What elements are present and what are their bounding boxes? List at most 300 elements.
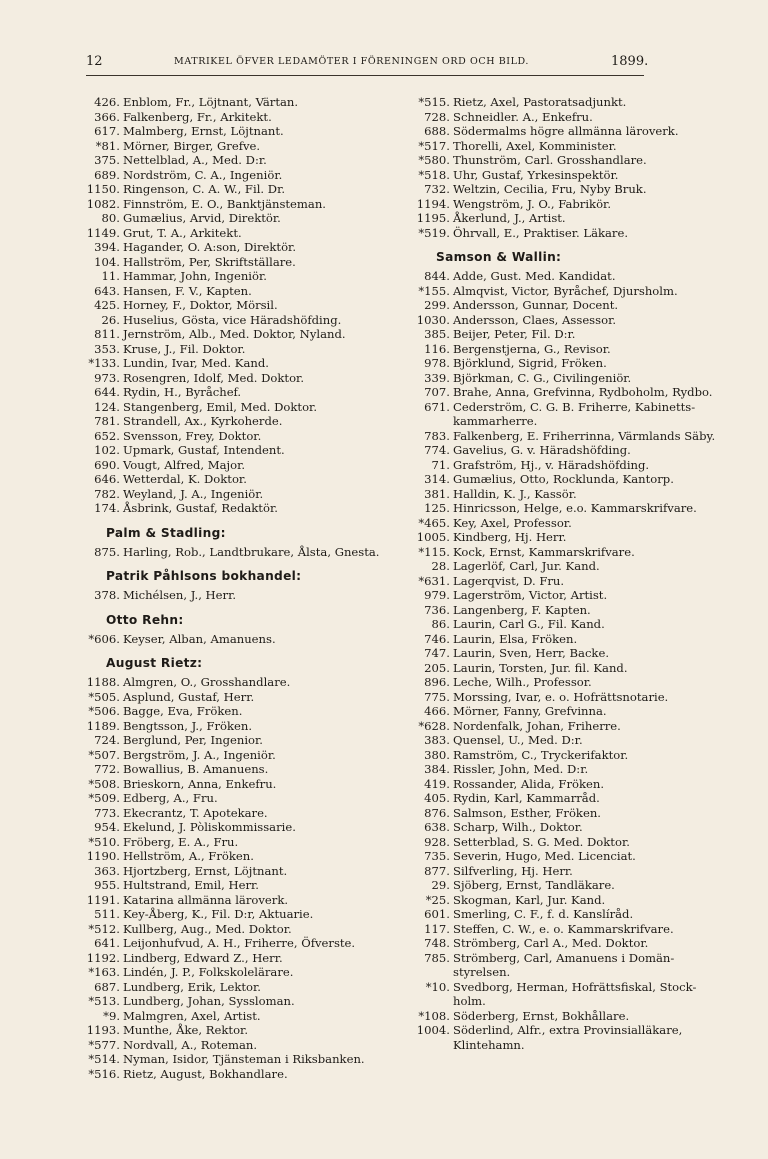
member-entry	[410, 893, 726, 908]
member-entry	[410, 820, 726, 835]
member-number: 11.	[101, 269, 120, 283]
member-number: 1188.	[86, 675, 120, 689]
member-number: *515.	[418, 95, 450, 109]
member-name: Upmark, Gustaf, Intendent.	[123, 443, 285, 457]
member-entry	[410, 690, 726, 705]
member-name: Söderberg, Ernst, Bokhållare.	[453, 1008, 630, 1023]
member-name: Laurin, Torsten, Jur. fil. Kand.	[453, 660, 628, 675]
member-name: Harling, Rob., Landtbrukare, Ålsta, Gnesta.	[123, 544, 380, 559]
member-name: Hansen, F. V., Kapten.	[123, 283, 252, 298]
member-name: Lundberg, Erik, Lektor.	[123, 979, 261, 994]
member-entry	[80, 429, 396, 444]
member-number: 26.	[101, 312, 120, 327]
member-entry	[80, 704, 396, 719]
member-number: 601.	[424, 907, 450, 921]
member-entry	[80, 443, 396, 458]
member-number: 405.	[424, 791, 450, 805]
member-entry	[410, 922, 726, 937]
member-entry	[410, 327, 726, 342]
member-number: 380.	[424, 747, 450, 762]
member-entry	[80, 690, 396, 705]
member-name: Strandell, Ax., Kyrkoherde.	[123, 414, 283, 428]
member-number: 383.	[424, 733, 450, 747]
member-name: Strömberg, Carl, Amanuens i Domän-styrelsen.	[453, 950, 675, 979]
member-name: Sjöberg, Ernst, Tandläkare.	[453, 878, 615, 892]
member-name: Weyland, J. A., Ingeniör.	[123, 486, 264, 501]
member-entry	[410, 661, 726, 676]
member-entry	[80, 733, 396, 748]
member-name: Langenberg, F. Kapten.	[453, 602, 591, 617]
member-number: 1190.	[86, 849, 120, 863]
member-number: 419.	[424, 776, 450, 791]
member-number: 979.	[424, 588, 450, 602]
member-number: 748.	[424, 936, 450, 950]
member-name: Södermalms högre allmänna läroverk.	[453, 124, 679, 138]
member-number: 641.	[94, 936, 120, 950]
member-entry	[80, 269, 396, 284]
member-name: Björklund, Sigrid, Fröken.	[453, 356, 607, 370]
right-column	[410, 95, 726, 1052]
member-number: 646.	[94, 472, 120, 486]
member-number: 394.	[94, 240, 120, 254]
member-name: Svensson, Frey, Doktor.	[123, 428, 262, 443]
member-number: 617.	[94, 124, 120, 138]
member-entry	[80, 240, 396, 255]
member-entry	[410, 168, 726, 183]
member-number: 875.	[94, 544, 120, 559]
member-name: Grut, T. A., Arkitekt.	[123, 225, 242, 240]
member-name: Svedborg, Herman, Hofrättsfiskal, Stock-holm.	[453, 979, 697, 1008]
member-entry	[410, 632, 726, 647]
member-entry	[80, 632, 396, 647]
member-number: 732.	[424, 182, 450, 196]
member-number: *628.	[418, 718, 450, 733]
member-entry	[80, 371, 396, 386]
member-number: 728.	[424, 109, 450, 124]
member-entry	[80, 110, 396, 125]
member-number: 781.	[94, 414, 120, 428]
member-number: 954.	[94, 820, 120, 834]
running-title: MATRIKEL ÖFVER LEDAMÖTER I FÖRENINGEN ORD OCH BILD.	[174, 56, 530, 67]
member-name: Kullberg, Aug., Med. Doktor.	[123, 921, 292, 936]
member-entry	[80, 980, 396, 995]
member-name: Adde, Gust. Med. Kandidat.	[453, 269, 616, 283]
member-entry	[80, 864, 396, 879]
member-entry	[410, 588, 726, 603]
member-entry	[80, 777, 396, 792]
member-entry	[80, 1052, 396, 1067]
member-name: Mörner, Fanny, Grefvinna.	[453, 704, 607, 718]
member-entry	[410, 1023, 726, 1052]
member-number: 1194.	[416, 196, 450, 211]
member-name: Nordvall, A., Roteman.	[123, 1037, 258, 1052]
member-entry	[80, 1009, 396, 1024]
member-name: Finnström, E. O., Banktjänsteman.	[123, 196, 326, 211]
member-number: 102.	[94, 443, 120, 457]
member-number: *509.	[88, 791, 120, 805]
member-name: Setterblad, S. G. Med. Doktor.	[453, 834, 630, 849]
member-entry	[410, 197, 726, 212]
member-number: 772.	[94, 762, 120, 776]
member-name: Brieskorn, Anna, Enkefru.	[123, 776, 277, 791]
member-name: Bergström, J. A., Ingeniör.	[123, 747, 276, 762]
member-number: 71.	[431, 457, 450, 472]
member-name: Rossander, Alida, Fröken.	[453, 776, 605, 791]
member-name: Nordström, C. A., Ingeniör.	[123, 167, 283, 182]
member-entry	[410, 617, 726, 632]
member-entry	[80, 472, 396, 487]
member-entry	[410, 211, 726, 226]
member-entry	[410, 530, 726, 545]
member-name: Vougt, Alfred, Major.	[123, 457, 246, 472]
member-name: Thorelli, Axel, Komminister.	[453, 138, 617, 153]
member-entry	[410, 864, 726, 879]
member-name: Quensel, U., Med. D:r.	[453, 733, 583, 747]
member-entry	[80, 893, 396, 908]
member-number: 644.	[94, 385, 120, 399]
member-number: 775.	[424, 689, 450, 704]
member-number: 384.	[424, 762, 450, 776]
member-entry	[80, 298, 396, 313]
member-entry	[410, 559, 726, 574]
section-heading: Patrik Påhlsons bokhandel:	[106, 569, 302, 583]
member-entry	[410, 733, 726, 748]
member-name: Åkerlund, J., Artist.	[453, 211, 566, 225]
member-entry	[80, 327, 396, 342]
member-entry	[80, 385, 396, 400]
year: 1899.	[611, 54, 649, 69]
member-name: Smerling, C. F., f. d. Kanslíråd.	[453, 907, 634, 921]
member-entry	[80, 1067, 396, 1082]
member-entry	[410, 342, 726, 357]
member-number: *505.	[88, 689, 120, 704]
member-entry	[80, 806, 396, 821]
member-number: 80.	[101, 211, 120, 225]
member-name: Falkenberg, Fr., Arkitekt.	[123, 109, 272, 124]
member-number: 689.	[94, 167, 120, 182]
member-name: Hinricsson, Helge, e.o. Kammarskrifvare.	[453, 501, 697, 515]
member-number: 746.	[424, 631, 450, 646]
member-name: Leche, Wilh., Professor.	[453, 675, 592, 689]
member-name: Ringenson, C. A. W., Fil. Dr.	[123, 182, 286, 196]
member-entry	[80, 182, 396, 197]
member-name: Lindberg, Edward Z., Herr.	[123, 950, 283, 965]
member-entry	[80, 487, 396, 502]
member-entry	[80, 820, 396, 835]
member-name: Cederström, C. G. B. Friherre, Kabinetts-kammarherre.	[453, 399, 696, 428]
member-entry	[410, 385, 726, 400]
member-number: *133.	[88, 356, 120, 370]
member-name: Malmgren, Axel, Artist.	[123, 1008, 261, 1023]
member-entry	[410, 95, 726, 110]
member-name: Laurin, Elsa, Fröken.	[453, 631, 578, 646]
member-number: 783.	[424, 428, 450, 443]
member-name: Rosengren, Idolf, Med. Doktor.	[123, 370, 305, 385]
member-name: Rietz, Axel, Pastoratsadjunkt.	[453, 95, 627, 109]
member-name: Gumælius, Otto, Rocklunda, Kantorp.	[453, 472, 674, 486]
member-name: Lagerström, Victor, Artist.	[453, 588, 608, 602]
member-number: 1030.	[416, 312, 450, 327]
member-number: 314.	[424, 472, 450, 486]
member-name: Nordenfalk, Johan, Friherre.	[453, 718, 621, 733]
member-number: 425.	[94, 298, 120, 312]
member-name: Kock, Ernst, Kammarskrifvare.	[453, 544, 635, 559]
member-name: Nyman, Isidor, Tjänsteman i Riksbanken.	[123, 1052, 365, 1066]
member-name: Wetterdal, K. Doktor.	[123, 472, 247, 486]
page-header	[86, 54, 649, 74]
member-entry	[410, 284, 726, 299]
member-number: 638.	[424, 820, 450, 834]
member-name: Rietz, August, Bokhandlare.	[123, 1066, 288, 1081]
member-name: Uhr, Gustaf, Yrkesinspektör.	[453, 167, 619, 182]
member-entry	[410, 298, 726, 313]
member-entry	[80, 878, 396, 893]
member-number: 690.	[94, 457, 120, 472]
member-number: 973.	[94, 370, 120, 385]
member-entry	[80, 719, 396, 734]
member-name: Thunström, Carl. Grosshandlare.	[453, 153, 647, 167]
member-number: *508.	[88, 776, 120, 791]
member-name: Falkenberg, E. Friherrinna, Värmlands Säby.	[453, 428, 716, 443]
member-name: Grafström, Hj., v. Häradshöfding.	[453, 457, 650, 472]
member-number: 363.	[94, 863, 120, 878]
member-name: Fröberg, E. A., Fru.	[123, 834, 239, 849]
member-name: Steffen, C. W., e. o. Kammarskrifvare.	[453, 921, 674, 936]
member-entry	[410, 545, 726, 560]
member-number: 1195.	[416, 211, 450, 225]
member-name: Öhrvall, E., Praktiser. Läkare.	[453, 225, 629, 240]
member-entry	[410, 762, 726, 777]
member-number: 1149.	[86, 225, 120, 240]
member-number: 378.	[94, 588, 120, 602]
member-entry	[410, 472, 726, 487]
member-number: 928.	[424, 834, 450, 849]
member-entry	[410, 371, 726, 386]
member-entry	[410, 806, 726, 821]
member-name: Beijer, Peter, Fil. D:r.	[453, 327, 576, 341]
member-number: 29.	[431, 878, 450, 892]
member-name: Weltzin, Cecilia, Fru, Nyby Bruk.	[453, 182, 647, 196]
member-entry	[80, 1038, 396, 1053]
member-entry	[410, 313, 726, 328]
member-entry	[80, 211, 396, 226]
member-entry	[410, 704, 726, 719]
member-number: 1082.	[86, 196, 120, 211]
member-name: Hagander, O. A:son, Direktör.	[123, 240, 297, 254]
member-number: *163.	[88, 965, 120, 979]
member-name: Stangenberg, Emil, Med. Doktor.	[123, 399, 318, 414]
member-entry	[80, 762, 396, 777]
member-entry	[80, 951, 396, 966]
member-name: Laurin, Carl G., Fil. Kand.	[453, 617, 605, 631]
member-name: Lindén, J. P., Folkskolelärare.	[123, 965, 294, 979]
member-name: Scharp, Wilh., Doktor.	[453, 820, 583, 834]
member-entry	[410, 1009, 726, 1024]
member-entry	[80, 313, 396, 328]
member-number: 774.	[424, 443, 450, 457]
member-number: 125.	[424, 501, 450, 515]
member-name: Hammar, John, Ingeniör.	[123, 269, 267, 283]
member-number: 1193.	[86, 1023, 120, 1037]
member-number: *115.	[418, 544, 450, 559]
member-name: Bengtsson, J., Fröken.	[123, 718, 253, 733]
member-number: *81.	[95, 138, 120, 153]
member-number: 747.	[424, 646, 450, 660]
member-number: 811.	[94, 327, 120, 341]
member-number: *507.	[88, 747, 120, 762]
section-heading: Samson & Wallin:	[436, 250, 562, 264]
member-entry	[410, 748, 726, 763]
member-name: Malmberg, Ernst, Löjtnant.	[123, 124, 284, 138]
member-name: Kindberg, Hj. Herr.	[453, 530, 567, 544]
member-name: Hultstrand, Emil, Herr.	[123, 878, 259, 892]
member-name: Keyser, Alban, Amanuens.	[123, 631, 276, 646]
member-entry	[410, 516, 726, 531]
member-entry	[80, 675, 396, 690]
member-entry	[80, 907, 396, 922]
member-number: *25.	[425, 892, 450, 907]
member-entry	[410, 124, 726, 139]
member-entry	[410, 603, 726, 618]
member-entry	[80, 284, 396, 299]
member-number: *108.	[418, 1008, 450, 1023]
member-number: 724.	[94, 733, 120, 747]
member-number: 28.	[431, 559, 450, 573]
member-entry	[410, 443, 726, 458]
member-entry	[80, 849, 396, 864]
member-name: Almqvist, Victor, Byråchef, Djursholm.	[453, 283, 678, 298]
member-name: Lagerqvist, D. Fru.	[453, 573, 565, 588]
member-name: Key-Åberg, K., Fil. D:r, Aktuarie.	[123, 907, 314, 921]
member-entry	[410, 226, 726, 241]
member-entry	[80, 356, 396, 371]
member-name: Bowallius, B. Amanuens.	[123, 762, 269, 776]
member-name: Söderlind, Alfr., extra Provinsialläkare, Klintehamn.	[453, 1023, 683, 1052]
member-number: 955.	[94, 878, 120, 892]
member-number: 1004.	[416, 1023, 450, 1037]
member-entry	[80, 458, 396, 473]
member-number: 381.	[424, 486, 450, 501]
member-entry	[410, 153, 726, 168]
member-number: 736.	[424, 602, 450, 617]
member-name: Huselius, Gösta, vice Häradshöfding.	[123, 312, 342, 327]
member-entry	[80, 400, 396, 415]
member-entry	[80, 994, 396, 1009]
member-number: *606.	[88, 631, 120, 646]
member-number: 104.	[94, 254, 120, 269]
member-entry	[80, 139, 396, 154]
member-number: 124.	[94, 399, 120, 414]
member-entry	[410, 182, 726, 197]
member-name: Almgren, O., Grosshandlare.	[123, 675, 291, 689]
member-name: Rydin, Karl, Kammarråd.	[453, 791, 600, 805]
left-column	[80, 95, 396, 1081]
member-name: Edberg, A., Fru.	[123, 791, 218, 805]
member-entry	[80, 226, 396, 241]
member-number: 671.	[424, 399, 450, 414]
member-number: 844.	[424, 269, 450, 283]
member-number: *577.	[88, 1037, 120, 1052]
member-number: *519.	[418, 225, 450, 240]
member-number: 116.	[424, 341, 450, 356]
member-entry	[80, 965, 396, 980]
member-number: 1150.	[86, 182, 120, 196]
member-name: Mörner, Birger, Grefve.	[123, 138, 261, 153]
member-number: *580.	[418, 153, 450, 167]
member-name: Leijonhufvud, A. H., Friherre, Öfverste.	[123, 936, 356, 950]
member-number: 375.	[94, 153, 120, 167]
member-number: 707.	[424, 385, 450, 399]
member-entry	[410, 777, 726, 792]
member-name: Ramström, C., Tryckerifaktor.	[453, 747, 629, 762]
member-entry	[80, 342, 396, 357]
member-entry	[410, 574, 726, 589]
member-number: *10.	[425, 979, 450, 994]
member-name: Laurin, Sven, Herr, Backe.	[453, 646, 610, 660]
member-entry	[410, 791, 726, 806]
member-entry	[80, 255, 396, 270]
member-number: *631.	[418, 573, 450, 588]
member-name: Hjortzberg, Ernst, Löjtnant.	[123, 863, 288, 878]
member-name: Hallström, Per, Skriftställare.	[123, 254, 296, 269]
member-entry	[80, 95, 396, 110]
member-number: 466.	[424, 704, 450, 718]
member-name: Ekelund, J. Pòliskommissarie.	[123, 820, 296, 834]
member-entry	[80, 922, 396, 937]
member-entry	[410, 646, 726, 661]
member-entry	[410, 936, 726, 951]
member-number: *518.	[418, 167, 450, 182]
member-name: Rydin, H., Byråchef.	[123, 385, 242, 399]
member-name: Key, Axel, Professor.	[453, 515, 572, 530]
member-number: 366.	[94, 109, 120, 124]
member-number: *516.	[88, 1066, 120, 1081]
member-entry	[410, 458, 726, 473]
member-name: Lundberg, Johan, Syssloman.	[123, 994, 295, 1008]
member-number: *9.	[103, 1008, 120, 1023]
member-number: *514.	[88, 1052, 120, 1066]
member-entry	[410, 139, 726, 154]
member-number: 385.	[424, 327, 450, 341]
member-entry	[80, 936, 396, 951]
member-number: 353.	[94, 341, 120, 356]
member-entry	[410, 269, 726, 284]
member-name: Kruse, J., Fil. Doktor.	[123, 341, 246, 356]
member-number: *155.	[418, 283, 450, 298]
member-name: Björkman, C. G., Civilingeniör.	[453, 370, 632, 385]
member-number: 1192.	[86, 950, 120, 965]
member-entry	[410, 878, 726, 893]
member-name: Ekecrantz, T. Apotekare.	[123, 805, 268, 820]
member-number: 773.	[94, 805, 120, 820]
member-entry	[80, 1023, 396, 1038]
member-number: *506.	[88, 704, 120, 718]
member-number: 339.	[424, 370, 450, 385]
member-number: 643.	[94, 283, 120, 298]
member-number: 687.	[94, 979, 120, 994]
member-number: 877.	[424, 863, 450, 878]
member-entry	[80, 124, 396, 139]
member-name: Jernström, Alb., Med. Doktor, Nyland.	[123, 327, 346, 341]
member-name: Silfverling, Hj. Herr.	[453, 863, 573, 878]
member-entry	[410, 907, 726, 922]
member-number: 876.	[424, 805, 450, 820]
member-number: 735.	[424, 849, 450, 863]
member-number: 978.	[424, 356, 450, 370]
member-name: Salmson, Esther, Fröken.	[453, 805, 601, 820]
member-name: Halldin, K. J., Kassör.	[453, 486, 577, 501]
member-number: 511.	[94, 907, 120, 921]
